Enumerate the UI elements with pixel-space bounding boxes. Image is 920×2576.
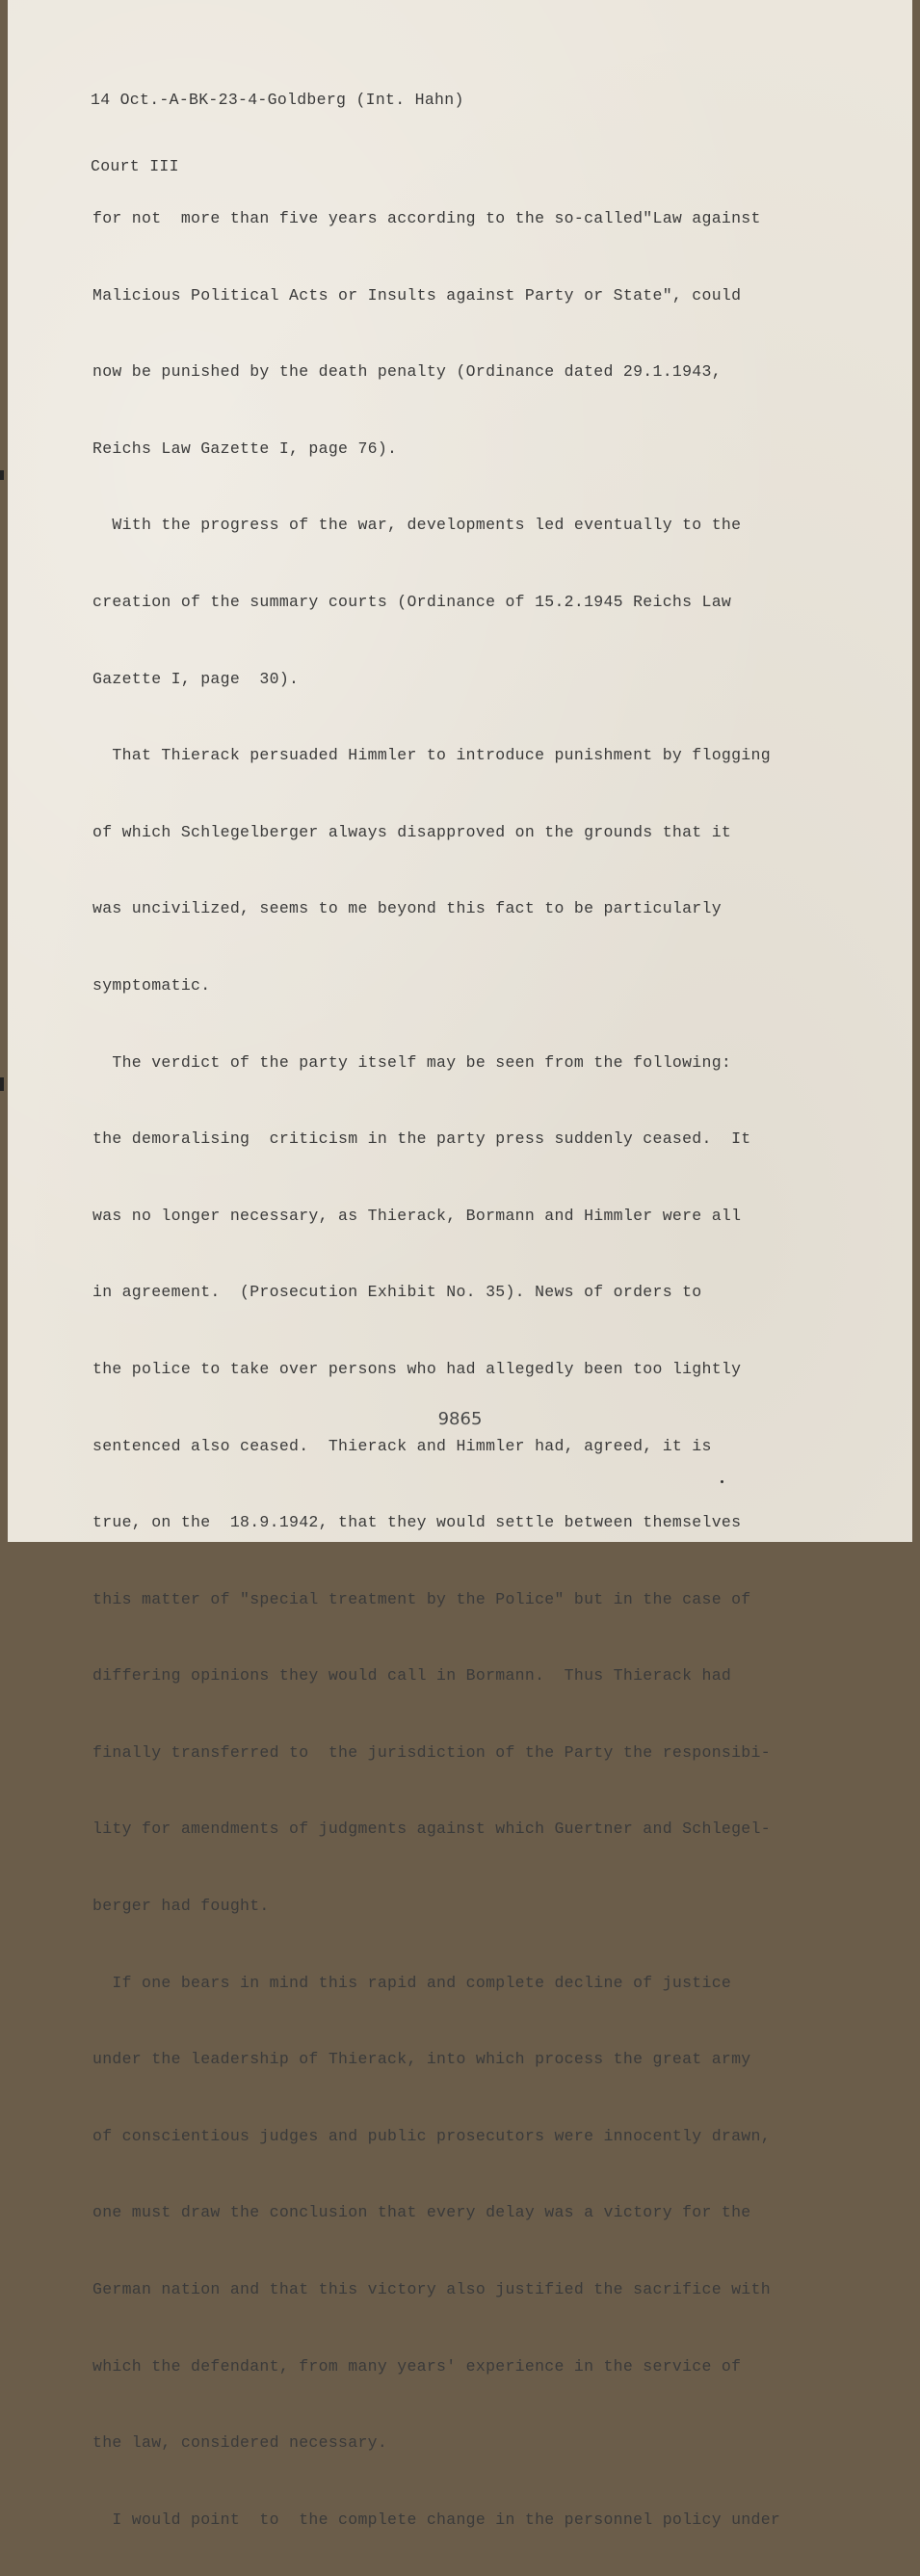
document-body <box>92 162 780 2576</box>
binding-mark <box>0 1077 4 1091</box>
text-line: creation of the summary courts (Ordinance of 15.2.1945 Reichs Law <box>92 592 732 611</box>
text-line: sentenced also ceased. Thierack and Himmler had, agreed, it is <box>92 1436 712 1455</box>
text-line: under the leadership of Thierack, into which process the great army <box>92 2050 751 2069</box>
text-line: That Thierack persuaded Himmler to introduce punishment by flogging <box>92 746 771 765</box>
text-line: The verdict of the party itself may be seen from the following: <box>92 1052 732 1072</box>
text-line: now be punished by the death penalty (Ordinance dated 29.1.1943, <box>92 362 722 382</box>
text-line: the law, considered necessary. <box>92 2433 388 2453</box>
text-line: one must draw the conclusion that every delay was a victory for the <box>92 2203 751 2222</box>
text-line: true, on the 18.9.1942, that they would settle between themselves <box>92 1513 742 1532</box>
text-line: of which Schlegelberger always disapproved on the grounds that it <box>92 822 732 841</box>
text-line: the demoralising criticism in the party press suddenly ceased. It <box>92 1129 751 1149</box>
text-line: lity for amendments of judgments against which Guertner and Schlegel- <box>92 1819 771 1839</box>
text-line: was uncivilized, seems to me beyond this fact to be particularly <box>92 899 722 918</box>
header-reference: 14 Oct.-A-BK-23-4-Goldberg (Int. Hahn) <box>91 91 464 109</box>
text-line: of conscientious judges and public prosecutors were innocently drawn, <box>92 2126 771 2145</box>
binding-mark <box>0 470 4 480</box>
text-line: German nation and that this victory also justified the sacrifice with <box>92 2280 771 2299</box>
text-line: I would point to the complete change in the personnel policy under <box>92 2510 781 2529</box>
text-line: finally transferred to the jurisdiction of the Party the responsibi- <box>92 1742 771 1762</box>
text-line: for not more than five years according to the so-called"Law against <box>92 209 761 227</box>
document-page <box>8 0 912 2529</box>
text-line: this matter of "special treatment by the Police" but in the case of <box>92 1589 751 1608</box>
header-court: Court III <box>91 157 179 175</box>
paper-speck <box>721 1480 723 1483</box>
text-line: symptomatic. <box>92 975 211 995</box>
text-line: differing opinions they would call in Bormann. Thus Thierack had <box>92 1666 732 1686</box>
text-line: With the progress of the war, developments led eventually to the <box>92 516 742 535</box>
text-line: the police to take over persons who had allegedly been too lightly <box>92 1359 742 1378</box>
text-line: berger had fought. <box>92 1897 270 1916</box>
text-line: If one bears in mind this rapid and complete decline of justice <box>92 1973 732 1992</box>
text-line: Reichs Law Gazette I, page 76). <box>92 438 398 458</box>
text-line: in agreement. (Prosecution Exhibit No. 35). News of orders to <box>92 1283 702 1302</box>
text-line: was no longer necessary, as Thierack, Bormann and Himmler were all <box>92 1206 742 1225</box>
text-line: Gazette I, page 30). <box>92 669 300 688</box>
page-number: 9865 <box>437 1409 483 1429</box>
text-line: which the defendant, from many years' experience in the service of <box>92 2356 742 2376</box>
text-line: Malicious Political Acts or Insults against Party or State", could <box>92 285 742 305</box>
